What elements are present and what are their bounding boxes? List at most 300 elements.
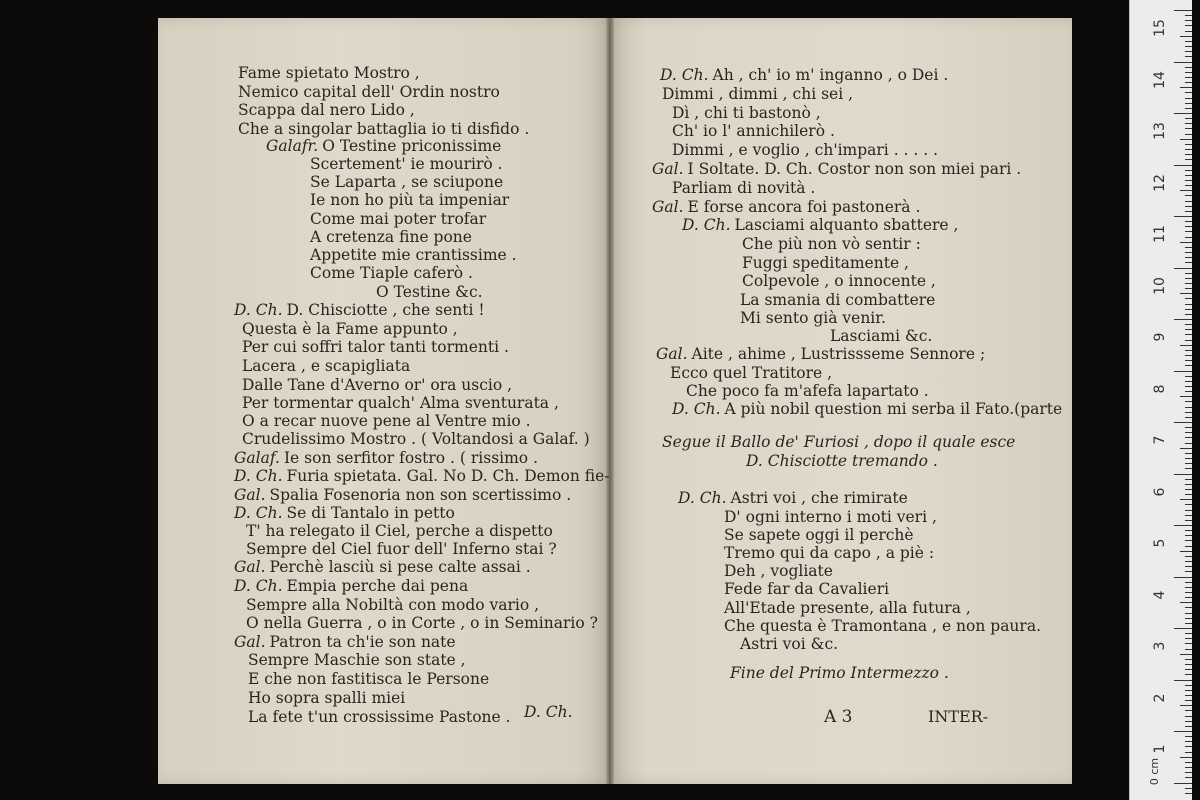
- ruler-tick: [1185, 520, 1192, 521]
- ruler-tick: [1185, 561, 1192, 562]
- ruler-tick: [1185, 638, 1192, 639]
- verse-text: Che più non vò sentir :: [742, 235, 921, 253]
- ruler-tick: [1185, 484, 1192, 485]
- ruler-number: 4: [1152, 590, 1168, 599]
- ruler-tick: [1185, 41, 1192, 42]
- right-signature: A 3: [824, 707, 853, 727]
- verse-text: Lasciami alquanto sbattere ,: [734, 216, 959, 234]
- ruler-tick: [1185, 566, 1192, 567]
- text-line: [740, 309, 886, 327]
- verse-text: A cretenza fine pone: [310, 228, 472, 246]
- text-line: [242, 412, 531, 430]
- ruler-tick: [1174, 783, 1192, 784]
- ruler-tick: [1174, 62, 1192, 63]
- text-line: [242, 357, 410, 375]
- ruler-tick: [1185, 386, 1192, 387]
- verse-text: Crudelissimo Mostro . ( Voltandosi a Galaf. ): [242, 430, 590, 448]
- ruler-tick: [1185, 736, 1192, 737]
- ruler-tick: [1185, 77, 1192, 78]
- verse-text: Come mai poter trofar: [310, 210, 487, 228]
- verse-text: La fete t'un crossissime Pastone .: [248, 708, 511, 726]
- ruler-tick: [1185, 659, 1192, 660]
- right-catchword: INTER-: [928, 707, 989, 726]
- ruler-tick: [1180, 139, 1192, 140]
- ruler-tick: [1185, 206, 1192, 207]
- ruler-number: 1: [1152, 744, 1168, 754]
- verse-text: Scappa dal nero Lido ,: [238, 101, 415, 119]
- ruler-tick: [1185, 98, 1192, 99]
- verse-text: Fame spietato Mostro ,: [238, 64, 420, 82]
- text-line: [310, 210, 486, 228]
- ruler-tick: [1185, 793, 1192, 794]
- text-line: [234, 467, 610, 485]
- text-line: [672, 122, 835, 140]
- ruler-number: 15: [1152, 19, 1168, 37]
- ruler-tick: [1185, 721, 1192, 722]
- verse-text: Come Tiaple caferò .: [310, 264, 473, 282]
- text-line: [234, 577, 468, 595]
- verse-text: Per tormentar qualch' Alma sventurata ,: [242, 394, 559, 412]
- verse-text: Dalle Tane d'Averno or' ora uscio ,: [242, 376, 513, 394]
- ruler-tick: [1180, 242, 1192, 243]
- ruler-number: 8: [1152, 384, 1168, 393]
- verse-text: Mi sento già venir.: [740, 309, 886, 327]
- text-line: [678, 489, 908, 507]
- text-line: [234, 558, 531, 576]
- verse-text: Fine del Primo Intermezzo .: [730, 664, 949, 682]
- left-catchword: D. Ch.: [524, 703, 573, 721]
- text-line: [242, 320, 458, 338]
- ruler-tick: [1185, 407, 1192, 408]
- speaker-label: Gal.: [234, 633, 266, 651]
- ruler-tick: [1185, 417, 1192, 418]
- text-line: [238, 64, 420, 82]
- ruler-tick: [1185, 546, 1192, 547]
- text-line: [234, 301, 485, 319]
- ruler-tick: [1185, 762, 1192, 763]
- speaker-label: D. Ch.: [672, 400, 721, 418]
- ruler-tick: [1185, 20, 1192, 21]
- ruler-tick: [1185, 128, 1192, 129]
- verse-text: Patron ta ch'ie son nate: [269, 633, 456, 651]
- ruler-tick: [1185, 453, 1192, 454]
- ruler-tick: [1185, 103, 1192, 104]
- ruler-tick: [1185, 664, 1192, 665]
- text-line: [310, 264, 473, 282]
- ruler-number: 12: [1152, 173, 1168, 192]
- text-line: [740, 635, 838, 653]
- ruler-tick: [1185, 56, 1192, 57]
- verse-text: Appetite mie crantissime .: [310, 246, 517, 264]
- ruler-tick: [1185, 432, 1192, 433]
- ruler-tick: [1185, 82, 1192, 83]
- ruler-tick: [1185, 376, 1192, 377]
- ruler-tick: [1185, 700, 1192, 701]
- text-line: [682, 216, 958, 234]
- verse-text: Se Laparta , se sciupone: [310, 173, 504, 191]
- text-line: [656, 345, 985, 363]
- ruler-tick: [1174, 268, 1192, 269]
- text-line: [672, 104, 821, 122]
- ruler-tick: [1185, 298, 1192, 299]
- ruler-tick: [1185, 587, 1192, 588]
- text-line: [672, 400, 1062, 418]
- ruler-tick: [1185, 494, 1192, 495]
- ruler-number: 2: [1152, 693, 1168, 702]
- verse-text: Ch' io l' annichilerò .: [672, 122, 835, 140]
- ruler-tick: [1185, 571, 1192, 572]
- text-line: [234, 486, 571, 504]
- ruler-tick: [1185, 72, 1192, 73]
- ruler-tick: [1185, 427, 1192, 428]
- text-line: [238, 83, 500, 101]
- text-line: [242, 430, 590, 448]
- text-line: [742, 254, 909, 272]
- ruler-tick: [1185, 674, 1192, 675]
- ruler-tick: [1180, 448, 1192, 449]
- ruler-tick: [1174, 319, 1192, 320]
- ruler-tick: [1185, 710, 1192, 711]
- ruler-tick: [1185, 334, 1192, 335]
- verse-text: Furia spietata. Gal. No D. Ch. Demon fie-: [286, 467, 610, 485]
- ruler-tick: [1185, 273, 1192, 274]
- ruler-tick: [1185, 463, 1192, 464]
- ruler-tick: [1185, 314, 1192, 315]
- ruler-tick: [1185, 252, 1192, 253]
- verse-text: I Soltate. D. Ch. Costor non son miei pari .: [687, 160, 1022, 178]
- verse-text: O Testine &c.: [376, 283, 483, 301]
- ruler-tick: [1185, 278, 1192, 279]
- text-line: [672, 141, 938, 159]
- ruler-unit-label: 0 cm: [1147, 757, 1161, 786]
- text-line: [672, 179, 815, 197]
- verse-text: Ie non ho più ta impeniar: [310, 191, 510, 209]
- ruler-tick: [1185, 437, 1192, 438]
- ruler-number: 7: [1152, 435, 1168, 445]
- text-line: [830, 327, 932, 345]
- text-line: [724, 580, 889, 598]
- text-line: [746, 452, 938, 470]
- ruler-tick: [1185, 226, 1192, 227]
- ruler-tick: [1185, 149, 1192, 150]
- ruler-tick: [1180, 705, 1192, 706]
- ruler-tick: [1174, 474, 1192, 475]
- ruler-tick: [1185, 726, 1192, 727]
- ruler-tick: [1185, 360, 1192, 361]
- ruler-number: 10: [1152, 276, 1168, 295]
- verse-text: Aite , ahime , Lustrissseme Sennore ;: [691, 345, 986, 363]
- ruler-tick: [1185, 752, 1192, 753]
- speaker-label: D. Ch.: [660, 66, 709, 84]
- ruler-tick: [1185, 618, 1192, 619]
- verse-text: Colpevole , o innocente ,: [742, 272, 936, 290]
- ruler-tick: [1185, 777, 1192, 778]
- verse-text: Fede far da Cavalieri: [724, 580, 890, 598]
- text-line: [742, 235, 921, 253]
- text-line: [248, 689, 405, 707]
- text-line: [238, 120, 529, 138]
- verse-text: Segue il Ballo de' Furiosi , dopo il quale esce: [662, 433, 1016, 451]
- text-line: [652, 160, 1021, 178]
- ruler-tick: [1180, 36, 1192, 37]
- ruler-tick: [1185, 123, 1192, 124]
- text-line: [242, 338, 509, 356]
- ruler-tick: [1185, 25, 1192, 26]
- ruler-tick: [1185, 690, 1192, 691]
- verse-text: Empia perche dai pena: [286, 577, 469, 595]
- ruler-tick: [1185, 309, 1192, 310]
- ruler-tick: [1185, 643, 1192, 644]
- verse-text: Perchè lasciù si pese calte assai .: [269, 558, 531, 576]
- verse-text: Se sapete oggi il perchè: [724, 526, 914, 544]
- text-line: [246, 614, 598, 632]
- verse-text: Deh , vogliate: [724, 562, 833, 580]
- text-line: [742, 272, 936, 290]
- text-line: [310, 155, 503, 173]
- ruler-tick: [1185, 340, 1192, 341]
- ruler-tick: [1174, 680, 1192, 681]
- speaker-label: Gal.: [656, 345, 688, 363]
- text-line: [234, 504, 455, 522]
- verse-text: Ah , ch' io m' inganno , o Dei .: [712, 66, 949, 84]
- ruler-tick: [1185, 479, 1192, 480]
- ruler-tick: [1185, 329, 1192, 330]
- ruler-tick: [1185, 613, 1192, 614]
- speaker-label: Gal.: [234, 558, 266, 576]
- text-line: [730, 664, 949, 682]
- verse-text: Dì , chi ti bastonò ,: [672, 104, 821, 122]
- ruler-tick: [1185, 504, 1192, 505]
- ruler-tick: [1174, 165, 1192, 166]
- ruler-number: 11: [1152, 225, 1168, 243]
- ruler-tick: [1185, 211, 1192, 212]
- ruler-tick: [1185, 175, 1192, 176]
- text-line: [662, 85, 853, 103]
- ruler-tick: [1185, 649, 1192, 650]
- book-gutter: [606, 18, 614, 784]
- text-line: [248, 670, 489, 688]
- text-line: [242, 376, 512, 394]
- ruler-tick: [1185, 623, 1192, 624]
- ruler-tick: [1185, 144, 1192, 145]
- ruler-tick: [1185, 92, 1192, 93]
- ruler-tick: [1185, 324, 1192, 325]
- ruler-tick: [1185, 772, 1192, 773]
- verse-text: Dimmi , e voglio , ch'impari . . . . .: [672, 141, 939, 159]
- text-line: [310, 228, 472, 246]
- text-line: [662, 433, 1015, 451]
- speaker-label: D. Ch.: [234, 504, 283, 522]
- text-line: [310, 173, 503, 191]
- ruler-tick: [1185, 170, 1192, 171]
- ruler-tick: [1185, 195, 1192, 196]
- ruler-tick: [1185, 540, 1192, 541]
- ruler-tick: [1185, 391, 1192, 392]
- ruler-number: 14: [1152, 70, 1168, 89]
- ruler-tick: [1185, 412, 1192, 413]
- ruler-tick: [1185, 788, 1192, 789]
- speaker-label: D. Ch.: [234, 467, 283, 485]
- verse-text: Scertement' ie mourirò .: [310, 155, 503, 173]
- ruler-tick: [1185, 401, 1192, 402]
- ruler-tick: [1185, 67, 1192, 68]
- text-line: [724, 562, 833, 580]
- text-line: [238, 101, 415, 119]
- verse-text: Tremo qui da capo , a piè :: [724, 544, 935, 562]
- verse-text: O a recar nuove pene al Ventre mio .: [242, 412, 531, 430]
- text-line: [242, 394, 559, 412]
- ruler-tick: [1185, 365, 1192, 366]
- text-line: [376, 283, 483, 301]
- ruler-tick: [1185, 685, 1192, 686]
- ruler-tick: [1185, 489, 1192, 490]
- text-line: [724, 544, 934, 562]
- ruler-tick: [1180, 87, 1192, 88]
- ruler-tick: [1185, 46, 1192, 47]
- text-line: [652, 198, 920, 216]
- ruler-tick: [1185, 221, 1192, 222]
- ruler-tick: [1180, 396, 1192, 397]
- text-line: [234, 633, 456, 651]
- ruler-tick: [1185, 257, 1192, 258]
- verse-text: Lasciami &c.: [830, 327, 933, 345]
- ruler-number: 13: [1152, 122, 1168, 140]
- verse-text: Parliam di novità .: [672, 179, 816, 197]
- ruler-tick: [1174, 113, 1192, 114]
- speaker-label: D. Ch.: [682, 216, 731, 234]
- verse-text: Se di Tantalo in petto: [286, 504, 455, 522]
- ruler-tick: [1185, 597, 1192, 598]
- ruler-tick: [1185, 767, 1192, 768]
- verse-text: Fuggi speditamente ,: [742, 254, 909, 272]
- verse-text: E che non fastitisca le Persone: [248, 670, 490, 688]
- ruler-tick: [1174, 371, 1192, 372]
- ruler-tick: [1185, 695, 1192, 696]
- ruler-tick: [1185, 556, 1192, 557]
- ruler-tick: [1174, 731, 1192, 732]
- ruler-tick: [1174, 10, 1192, 11]
- verse-text: O Testine priconissime: [322, 137, 502, 155]
- ruler-tick: [1185, 381, 1192, 382]
- verse-text: Dimmi , dimmi , chi sei ,: [662, 85, 854, 103]
- ruler-tick: [1185, 582, 1192, 583]
- verse-text: Ecco quel Tratitore ,: [670, 364, 833, 382]
- speaker-label: Galaf.: [234, 449, 280, 467]
- ruler-tick: [1174, 525, 1192, 526]
- text-line: [234, 449, 538, 467]
- speaker-label: Gal.: [234, 486, 266, 504]
- ruler-tick: [1185, 154, 1192, 155]
- verse-text: Che a singolar battaglia io ti disfido .: [238, 120, 530, 138]
- ruler-tick: [1185, 510, 1192, 511]
- ruler-tick: [1185, 515, 1192, 516]
- ruler-tick: [1185, 304, 1192, 305]
- verse-text: Che questa è Tramontana , e non paura.: [724, 617, 1041, 635]
- speaker-label: D. Ch.: [234, 301, 283, 319]
- speaker-label: D. Ch.: [678, 489, 727, 507]
- ruler-tick: [1185, 633, 1192, 634]
- text-line: [248, 651, 466, 669]
- ruler-number: 5: [1152, 538, 1168, 548]
- ruler-tick: [1185, 134, 1192, 135]
- speaker-label: Gal.: [652, 160, 684, 178]
- verse-text: Astri voi &c.: [740, 635, 839, 653]
- text-line: [670, 364, 832, 382]
- text-line: [310, 246, 517, 264]
- ruler-tick: [1180, 190, 1192, 191]
- text-line: [724, 599, 971, 617]
- ruler-tick: [1185, 262, 1192, 263]
- text-line: [246, 596, 539, 614]
- verse-text: Spalia Fosenoria non son scertissimo .: [269, 486, 572, 504]
- verse-text: D. Chisciotte , che senti !: [286, 301, 485, 319]
- ruler-number: 9: [1152, 332, 1168, 342]
- ruler-tick: [1185, 51, 1192, 52]
- ruler-tick: [1185, 237, 1192, 238]
- ruler-tick: [1185, 108, 1192, 109]
- ruler-number: 6: [1152, 487, 1168, 496]
- text-line: [740, 291, 935, 309]
- ruler-tick: [1185, 247, 1192, 248]
- verse-text: O nella Guerra , o in Corte , o in Seminario ?: [246, 614, 598, 632]
- ruler-tick: [1185, 231, 1192, 232]
- ruler-tick: [1185, 185, 1192, 186]
- verse-text: Lacera , e scapigliata: [242, 357, 411, 375]
- ruler-tick: [1185, 607, 1192, 608]
- ruler-tick: [1185, 201, 1192, 202]
- ruler-tick: [1185, 355, 1192, 356]
- ruler-tick: [1174, 628, 1192, 629]
- speaker-label: Gal.: [652, 198, 684, 216]
- ruler-tick: [1180, 654, 1192, 655]
- ruler-tick: [1185, 118, 1192, 119]
- ruler-tick: [1185, 31, 1192, 32]
- ruler-tick: [1180, 551, 1192, 552]
- ruler-tick: [1185, 716, 1192, 717]
- verse-text: La smania di combattere: [740, 291, 936, 309]
- ruler-tick: [1180, 602, 1192, 603]
- verse-text: Sempre alla Nobiltà con modo vario ,: [246, 596, 540, 614]
- ruler-tick: [1185, 746, 1192, 747]
- verse-text: Ie son serfitor fostro . ( rissimo .: [283, 449, 538, 467]
- ruler-tick: [1185, 283, 1192, 284]
- ruler-tick: [1185, 530, 1192, 531]
- ruler-tick: [1185, 741, 1192, 742]
- text-line: [724, 508, 937, 526]
- ruler-tick: [1180, 499, 1192, 500]
- ruler-tick: [1185, 468, 1192, 469]
- ruler-tick: [1180, 345, 1192, 346]
- ruler-tick: [1185, 592, 1192, 593]
- text-line: [246, 540, 557, 558]
- text-line: [246, 522, 553, 540]
- text-line: [310, 191, 509, 209]
- ruler-tick: [1185, 15, 1192, 16]
- ruler-tick: [1180, 293, 1192, 294]
- verse-text: E forse ancora foi pastonerà .: [687, 198, 921, 216]
- verse-text: A più nobil question mi serba il Fato.(parte: [724, 400, 1063, 418]
- speaker-label: D. Ch.: [234, 577, 283, 595]
- ruler-tick: [1185, 288, 1192, 289]
- verse-text: Sempre Maschie son state ,: [248, 651, 466, 669]
- ruler-tick: [1174, 216, 1192, 217]
- verse-text: Sempre del Ciel fuor dell' Inferno stai ?: [246, 540, 557, 558]
- text-line: [266, 137, 501, 155]
- ruler-tick: [1185, 535, 1192, 536]
- verse-text: D. Chisciotte tremando .: [746, 452, 938, 470]
- ruler-tick: [1174, 577, 1192, 578]
- ruler-tick: [1185, 669, 1192, 670]
